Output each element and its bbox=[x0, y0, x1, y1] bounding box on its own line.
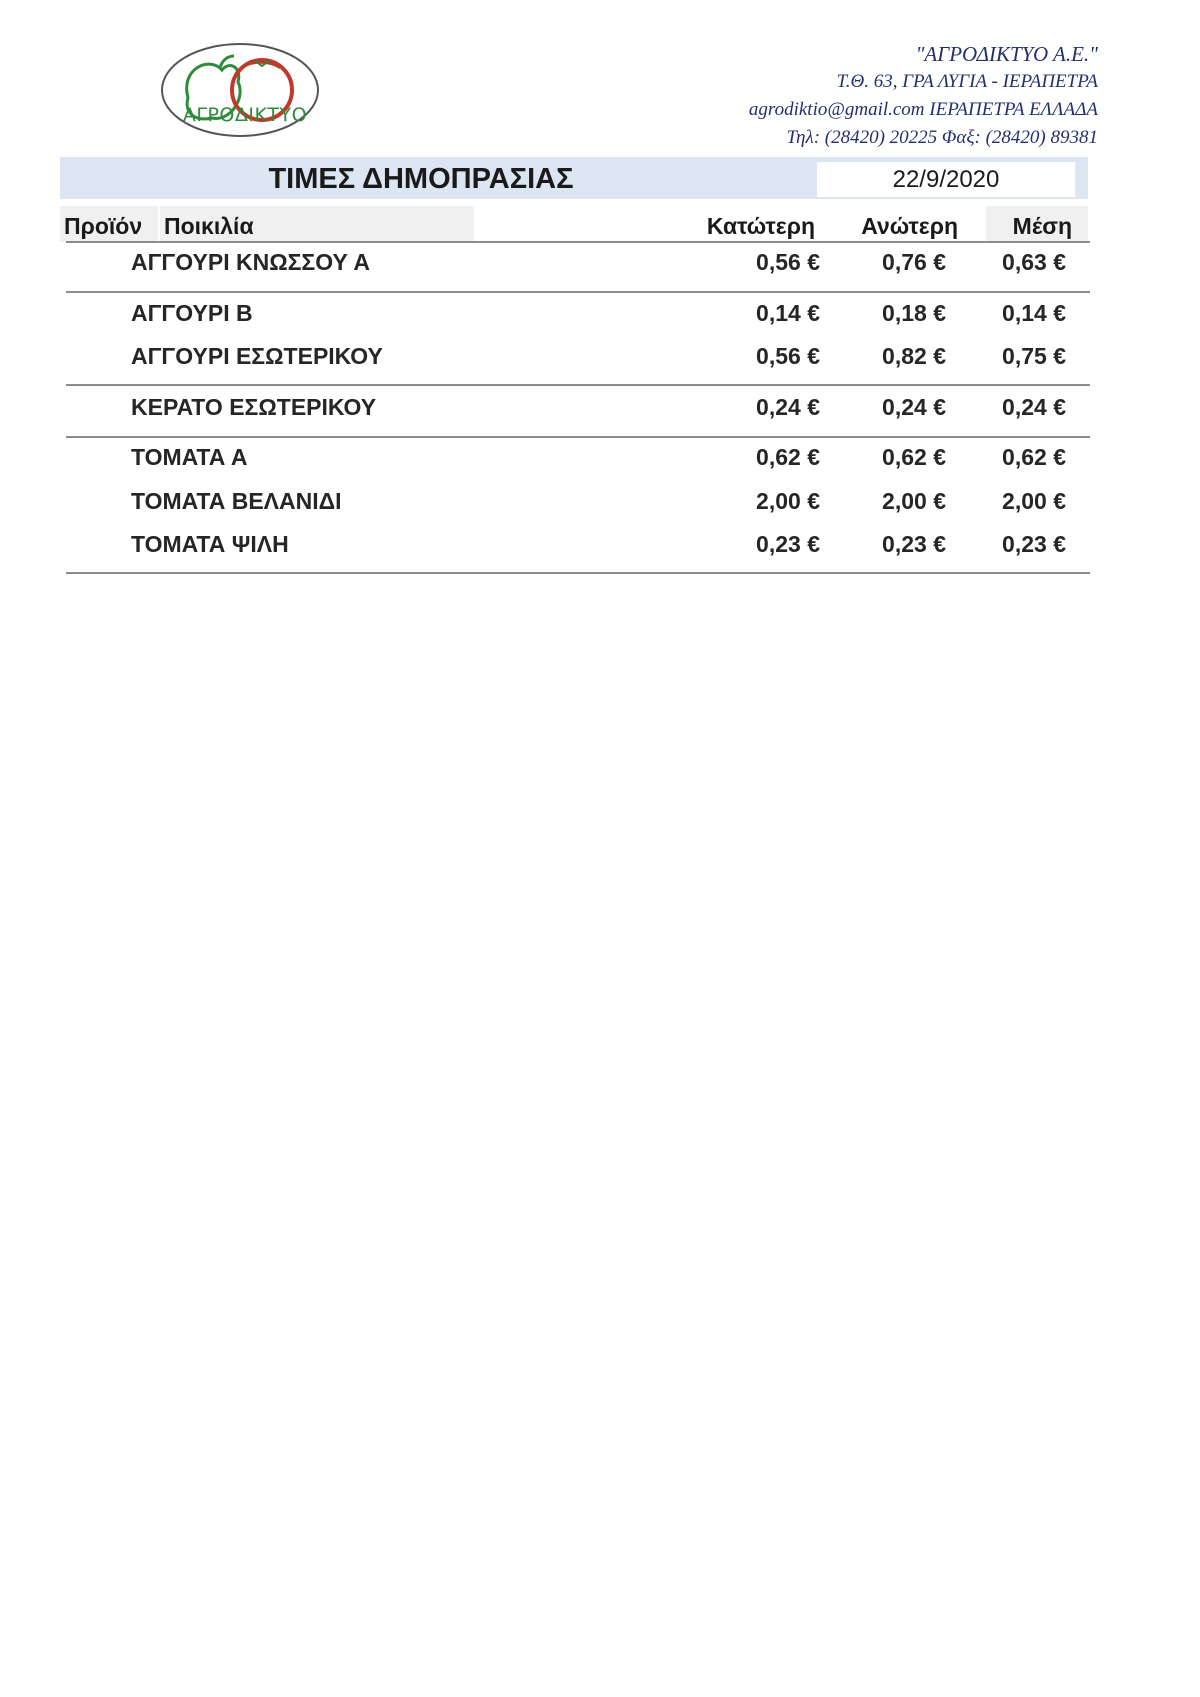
row-variety: ΚΕΡΑΤΟ ΕΣΩΤΕΡΙΚΟΥ bbox=[131, 394, 377, 420]
row-high-price: 0,18 € bbox=[882, 300, 946, 326]
row-avg-price: 0,23 € bbox=[1002, 531, 1066, 557]
row-avg-price: 0,63 € bbox=[1002, 249, 1066, 275]
row-variety: ΑΓΓΟΥΡΙ ΕΣΩΤΕΡΙΚΟΥ bbox=[131, 343, 383, 369]
header-product: Προϊόν bbox=[64, 213, 143, 239]
table-divider bbox=[66, 572, 1090, 574]
row-avg-price: 0,14 € bbox=[1002, 300, 1066, 326]
header-high: Ανώτερη bbox=[861, 213, 958, 239]
header-avg: Μέση bbox=[1012, 213, 1072, 239]
page-title: ΤΙΜΕΣ ΔΗΜΟΠΡΑΣΙΑΣ bbox=[268, 163, 574, 195]
company-email: agrodiktio@gmail.com ΙΕΡΑΠΕΤΡΑ ΕΛΛΑΔΑ bbox=[748, 99, 1098, 120]
table-divider bbox=[66, 241, 1090, 243]
company-address: Τ.Θ. 63, ΓΡΑ ΛΥΓΙΑ - ΙΕΡΑΠΕΤΡΑ bbox=[836, 71, 1098, 92]
row-avg-price: 2,00 € bbox=[1002, 488, 1066, 514]
table-row bbox=[0, 339, 1200, 373]
row-variety: ΑΓΓΟΥΡΙ Β bbox=[131, 300, 253, 326]
row-avg-price: 0,24 € bbox=[1002, 394, 1066, 420]
row-high-price: 0,62 € bbox=[882, 444, 946, 470]
logo-text: ΑΓΡΟΔΙΚΤΥΟ bbox=[182, 104, 308, 126]
company-logo bbox=[150, 38, 330, 143]
row-low-price: 0,62 € bbox=[756, 444, 820, 470]
row-variety: ΑΓΓΟΥΡΙ ΚΝΩΣΣΟΥ Α bbox=[131, 249, 370, 275]
table-divider bbox=[66, 291, 1090, 293]
row-avg-price: 0,75 € bbox=[1002, 343, 1066, 369]
row-low-price: 0,23 € bbox=[756, 531, 820, 557]
table-divider bbox=[66, 384, 1090, 386]
table-row bbox=[0, 484, 1200, 518]
row-high-price: 2,00 € bbox=[882, 488, 946, 514]
row-high-price: 0,76 € bbox=[882, 249, 946, 275]
row-low-price: 0,14 € bbox=[756, 300, 820, 326]
header-low: Κατώτερη bbox=[706, 213, 815, 239]
table-row bbox=[0, 245, 1200, 279]
row-avg-price: 0,62 € bbox=[1002, 444, 1066, 470]
row-high-price: 0,24 € bbox=[882, 394, 946, 420]
company-name: "ΑΓΡΟΔΙΚΤΥΟ Α.Ε." bbox=[915, 42, 1098, 66]
row-variety: ΤΟΜΑΤΑ ΨΙΛΗ bbox=[131, 531, 289, 557]
header-variety: Ποικιλία bbox=[164, 213, 254, 239]
auction-date: 22/9/2020 bbox=[817, 162, 1075, 197]
row-variety: ΤΟΜΑΤΑ ΒΕΛΑΝΙΔΙ bbox=[131, 488, 342, 514]
row-low-price: 0,24 € bbox=[756, 394, 820, 420]
row-low-price: 0,56 € bbox=[756, 249, 820, 275]
row-high-price: 0,82 € bbox=[882, 343, 946, 369]
row-high-price: 0,23 € bbox=[882, 531, 946, 557]
row-variety: ΤΟΜΑΤΑ Α bbox=[131, 444, 248, 470]
row-low-price: 0,56 € bbox=[756, 343, 820, 369]
table-row bbox=[0, 296, 1200, 330]
row-low-price: 2,00 € bbox=[756, 488, 820, 514]
table-row bbox=[0, 440, 1200, 474]
table-divider bbox=[66, 436, 1090, 438]
table-row bbox=[0, 527, 1200, 561]
company-phone: Τηλ: (28420) 20225 Φαξ: (28420) 89381 bbox=[786, 127, 1098, 148]
table-row bbox=[0, 390, 1200, 424]
company-info bbox=[749, 40, 1098, 152]
